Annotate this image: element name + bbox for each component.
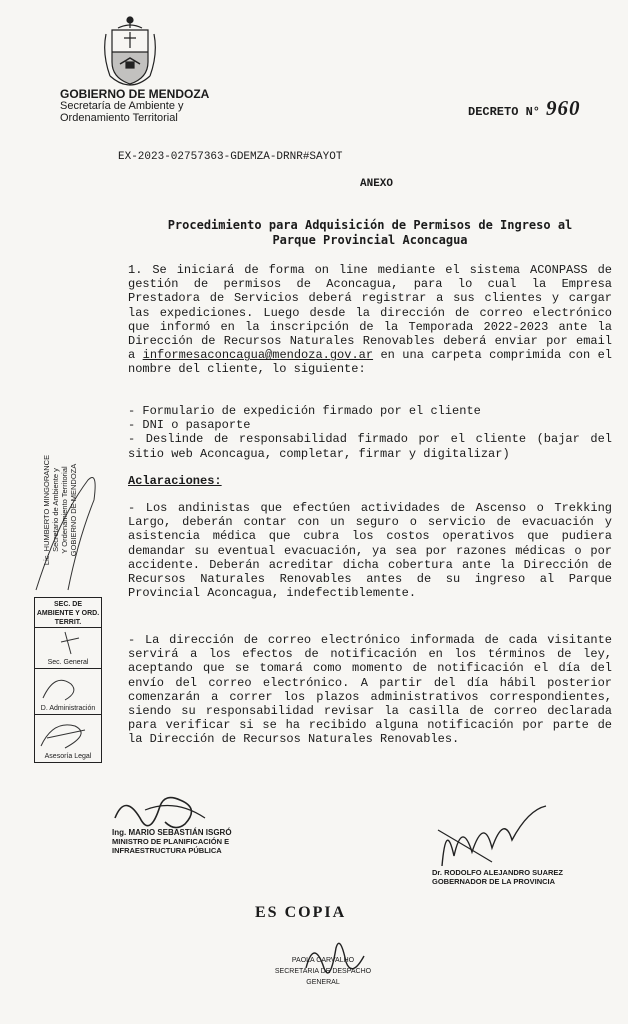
list-item: - Formulario de expedición firmado por el cliente bbox=[128, 404, 481, 418]
org-secretariat-2: Ordenamiento Territorial bbox=[60, 112, 178, 124]
routing-box-stamp bbox=[34, 597, 102, 763]
decree-value: 960 bbox=[546, 96, 581, 120]
box-stamp-label: Sec. General bbox=[47, 659, 89, 666]
expediente-reference: EX-2023-02757363-GDEMZA-DRNR#SAYOT bbox=[118, 151, 343, 163]
initials-icon bbox=[35, 628, 101, 658]
annex-label: ANEXO bbox=[360, 178, 394, 190]
box-stamp-row-general bbox=[35, 628, 101, 669]
document-title bbox=[130, 218, 610, 248]
minister-role-1: MINISTRO DE PLANIFICACIÓN E bbox=[112, 837, 230, 846]
list-item: - Deslinde de responsabilidad firmado por el cliente (bajar del sitio web Aconcagua, completar, firmar y digitalizar) bbox=[128, 432, 612, 461]
email-link[interactable]: informesaconcagua@mendoza.gov.ar bbox=[142, 348, 374, 363]
paragraph-1-text-a: 1. Se iniciará de forma on line mediante el sistema ACONPASS de gestión de permisos de Aconcagua, para lo cual la Empresa Prestadora de Servicios deberá registrar a sus clientes y cargar las expediciones. Luego desde la dirección de correo electrónico que informó en la inscripción de la Temporada 2022-2023 ante la Dirección de Recursos Naturales Renovables deberá enviar por email a bbox=[128, 263, 612, 363]
coat-of-arms-icon bbox=[100, 14, 160, 90]
box-stamp-row-admin bbox=[35, 668, 101, 715]
requirements-list bbox=[128, 404, 612, 461]
title-line-2: Parque Provincial Aconcagua bbox=[272, 233, 468, 247]
paragraph-1-text-b: en una carpeta comprimida con el nombre del cliente, lo siguiente: bbox=[128, 348, 613, 377]
governor-name: Dr. RODOLFO ALEJANDRO SUAREZ bbox=[432, 868, 563, 877]
clarifications-heading: Aclaraciones: bbox=[128, 474, 222, 488]
government-header bbox=[60, 88, 209, 124]
list-item: - DNI o pasaporte bbox=[128, 418, 251, 433]
secretary-government: GOBIERNO DE MENDOZA bbox=[69, 463, 78, 557]
signature-minister bbox=[112, 828, 232, 855]
minister-name: Ing. MARIO SEBASTIÁN ISGRÓ bbox=[112, 828, 232, 837]
paragraph-1 bbox=[128, 263, 612, 377]
signature-governor bbox=[432, 868, 563, 886]
decree-label: DECRETO N° bbox=[468, 105, 541, 119]
initials-icon bbox=[35, 714, 101, 752]
clarification-1: - Los andinistas que efectúen actividades de Ascenso o Trekking Largo, deberán contar con un seguro o servicio de evacuación y asistencia médica que cubra los costos operativos que pudiera demandar su eventual evacuación, ya sea por razones médicas o por accidente. Deberán acreditar dicha cobertura ante la Dirección de Recursos Naturales Renovables antes de su ingreso al Parque Provincial Aconcagua, indefectiblemente. bbox=[128, 501, 612, 601]
signature-governor-icon bbox=[432, 800, 552, 870]
clarification-2: - La dirección de correo electrónico informada de cada visitante servirá a los efectos de notificación en los términos de ley, aceptando que se tomará como momento de notificación el día del envío del correo electrónico. A partir del día hábil posterior comenzarán a correr los plazos administrativos correspondientes, siendo su responsabilidad revisar la casilla de correo declarada para verificar si se ha recibido alguna notificación por parte de la Dirección de Recursos Naturales Renovables. bbox=[128, 633, 612, 747]
secretary-stamp-text bbox=[42, 430, 78, 590]
title-line-1: Procedimiento para Adquisición de Permisos de Ingreso al bbox=[167, 218, 573, 232]
governor-role: GOBERNADOR DE LA PROVINCIA bbox=[432, 877, 556, 886]
secretary-role-2: Y Ordenamiento Territorial bbox=[60, 466, 69, 554]
secretary-stamp bbox=[28, 440, 108, 600]
secretary-role: Secretario de Ambiente y bbox=[51, 468, 60, 552]
org-secretariat: Secretaría de Ambiente y bbox=[60, 100, 184, 112]
org-name: GOBIERNO DE MENDOZA bbox=[60, 87, 210, 101]
box-stamp-header: SEC. DE AMBIENTE Y ORD. TERRIT. bbox=[35, 598, 101, 628]
box-stamp-label: Asesoría Legal bbox=[44, 753, 92, 760]
box-stamp-label: D. Administración bbox=[40, 705, 96, 712]
box-stamp-row-legal bbox=[35, 714, 101, 762]
initials-icon bbox=[35, 668, 101, 704]
secretary-name: Lic. HUMBERTO MINGORANCE bbox=[42, 454, 51, 566]
copy-stamp-label: ES COPIA bbox=[255, 904, 347, 921]
minister-role-2: INFRAESTRUCTURA PÚBLICA bbox=[112, 846, 222, 855]
copy-signer-role: SECRETARIA DE DESPACHO GENERAL bbox=[274, 968, 372, 986]
copy-signer-name: PAOLA CARVALHO bbox=[291, 957, 355, 964]
copy-stamp-signer bbox=[263, 955, 383, 988]
decree-number bbox=[468, 96, 581, 121]
